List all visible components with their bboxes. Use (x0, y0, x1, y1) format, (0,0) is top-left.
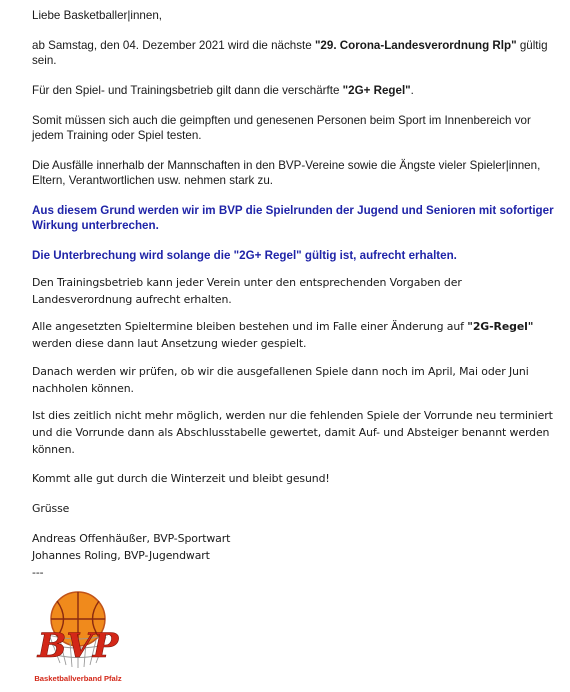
separator: --- (32, 566, 44, 579)
ordinance-name: "29. Corona-Landesverordnung Rlp" (314, 39, 517, 52)
paragraph-ordinance (32, 38, 557, 68)
paragraph-rule-tail: . (410, 84, 414, 97)
paragraph-absences: Die Ausfälle innerhalb der Mannschaften in den BVP-Vereine sowie die Ängste vieler Spieler|innen, Eltern, Verantwortlichen usw. nehmen stark zu. (32, 159, 541, 187)
paragraph-fixtures-tail: werden diese dann laut Ansetzung wieder gespielt. (32, 337, 307, 350)
bvp-logo (30, 585, 126, 685)
paragraph-rescheduling: Danach werden wir prüfen, ob wir die ausgefallenen Spiele dann noch im April, Mai oder Juni nachholen können. (32, 365, 529, 395)
paragraph-fixtures-text: Alle angesetzten Spieltermine bleiben bestehen und im Falle einer Änderung auf (32, 320, 468, 333)
paragraph-first-round: Ist dies zeitlich nicht mehr möglich, werden nur die fehlenden Spiele der Vorrunde neu terminiert und die Vorrunde dann als Abschlusstabelle gewertet, damit Auf- und Absteiger benannt werden können. (32, 409, 553, 456)
logo-caption: Basketballverband Pfalz (34, 674, 122, 683)
rule-2g: "2G-Regel" (467, 320, 534, 333)
paragraph-rule (32, 83, 557, 98)
greeting: Liebe Basketballer|innen, (32, 9, 162, 22)
logo-letters: BVP (37, 626, 119, 666)
paragraph-wishes: Kommt alle gut durch die Winterzeit und bleibt gesund! (32, 472, 330, 485)
paragraph-training: Den Trainingsbetrieb kann jeder Verein unter den entsprechenden Vorgaben der Landesverordnung aufrecht erhalten. (32, 276, 462, 306)
paragraph-interruption: Aus diesem Grund werden wir im BVP die Spielrunden der Jugend und Senioren mit sofortiger Wirkung unterbrechen. (32, 204, 554, 232)
signature-sportwart: Andreas Offenhäußer, BVP-Sportwart (32, 532, 231, 545)
closing: Grüsse (32, 502, 70, 515)
paragraph-ordinance-text: ab Samstag, den 04. Dezember 2021 wird die nächste (32, 39, 315, 52)
paragraph-testing: Somit müssen sich auch die geimpften und genesenen Personen beim Sport im Innenbereich vor jedem Training oder Spiel testen. (32, 114, 531, 142)
signature-jugendwart: Johannes Roling, BVP-Jugendwart (32, 549, 210, 562)
paragraph-fixtures (32, 318, 557, 352)
rule-name: "2G+ Regel" (342, 84, 411, 97)
paragraph-ordinance-tail: gültig sein. (32, 39, 548, 67)
paragraph-interruption-duration: Die Unterbrechung wird solange die "2G+ Regel" gültig ist, aufrecht erhalten. (32, 249, 457, 262)
paragraph-rule-text: Für den Spiel- und Trainingsbetrieb gilt dann die verschärfte (32, 84, 343, 97)
